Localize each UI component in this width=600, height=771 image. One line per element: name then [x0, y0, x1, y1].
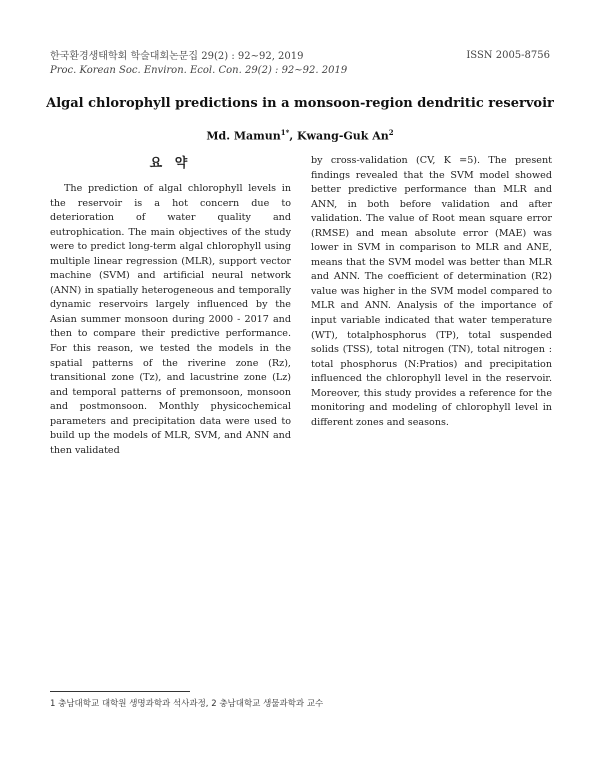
footnote-divider — [50, 691, 190, 692]
issn: ISSN 2005-8756 — [466, 50, 550, 61]
journal-korean: 한국환경생태학회 학술대회논문집 29(2) : 92~92, 2019 — [50, 51, 304, 62]
running-header — [50, 50, 347, 78]
abstract-right-column — [311, 154, 552, 430]
abstract-heading: 요 약 — [149, 156, 192, 171]
author-separator: , — [289, 129, 297, 143]
authors — [0, 128, 600, 143]
abstract-paragraph-left: The prediction of algal chlorophyll levels in the reservoir is a hot concern due to deterioration of water quality and eutrophication. The main objectives of the study were to predict long-term algal chlorophyll using multiple linear regression (MLR), support vector machine (SVM) and artificial neural network (ANN) in spatially heterogeneous and temporally dynamic reservoirs largely influenced by the Asian summer monsoon during 2000 - 2017 and then to compare their predictive performance. For this reason, we tested the models in the spatial patterns of the riverine zone (Rz), transitional zone (Tz), and lacustrine zone (Lz) and temporal patterns of premonsoon, monsoon and postmonsoon. Monthly physicochemical parameters and precipitation data were used to build up the models of MLR, SVM, and ANN and then validated — [50, 183, 291, 456]
author-2-affiliation: 2 — [388, 128, 394, 137]
author-1: Md. Mamun — [206, 129, 281, 143]
author-1-affiliation: 1* — [280, 128, 290, 137]
footnote: 1 충남대학교 대학원 생명과학과 석사과정, 2 충남대학교 생물과학과 교수 — [50, 699, 324, 709]
abstract-paragraph-right: by cross-validation (CV, K =5). The present findings revealed that the SVM model showed better predictive performance than MLR and ANN, in both before validation and after validation. The value of Root mean square error (RMSE) and mean absolute error (MAE) was lower in SVM in comparison to MLR and ANE, means that the SVM model was better than MLR and ANN. The coefficient of determination (R2) value was higher in the SVM model compared to MLR and ANN. Analysis of the importance of input variable indicated that water temperature (WT), totalphosphorus (TP), total suspended solids (TSS), total nitrogen (TN), total nitrogen : total phosphorus (N:Pratios) and precipitation influenced the chlorophyll level in the reservoir. Moreover, this study provides a reference for the monitoring and modeling of chlorophyll level in different zones and seasons. — [311, 155, 552, 428]
abstract-left-column — [50, 156, 291, 458]
author-2: Kwang-Guk An — [297, 129, 389, 143]
paper-title: Algal chlorophyll predictions in a monsoon-region dendritic reservoir — [46, 96, 554, 111]
journal-english: Proc. Korean Soc. Environ. Ecol. Con. 29(2) : 92~92. 2019 — [50, 65, 348, 76]
